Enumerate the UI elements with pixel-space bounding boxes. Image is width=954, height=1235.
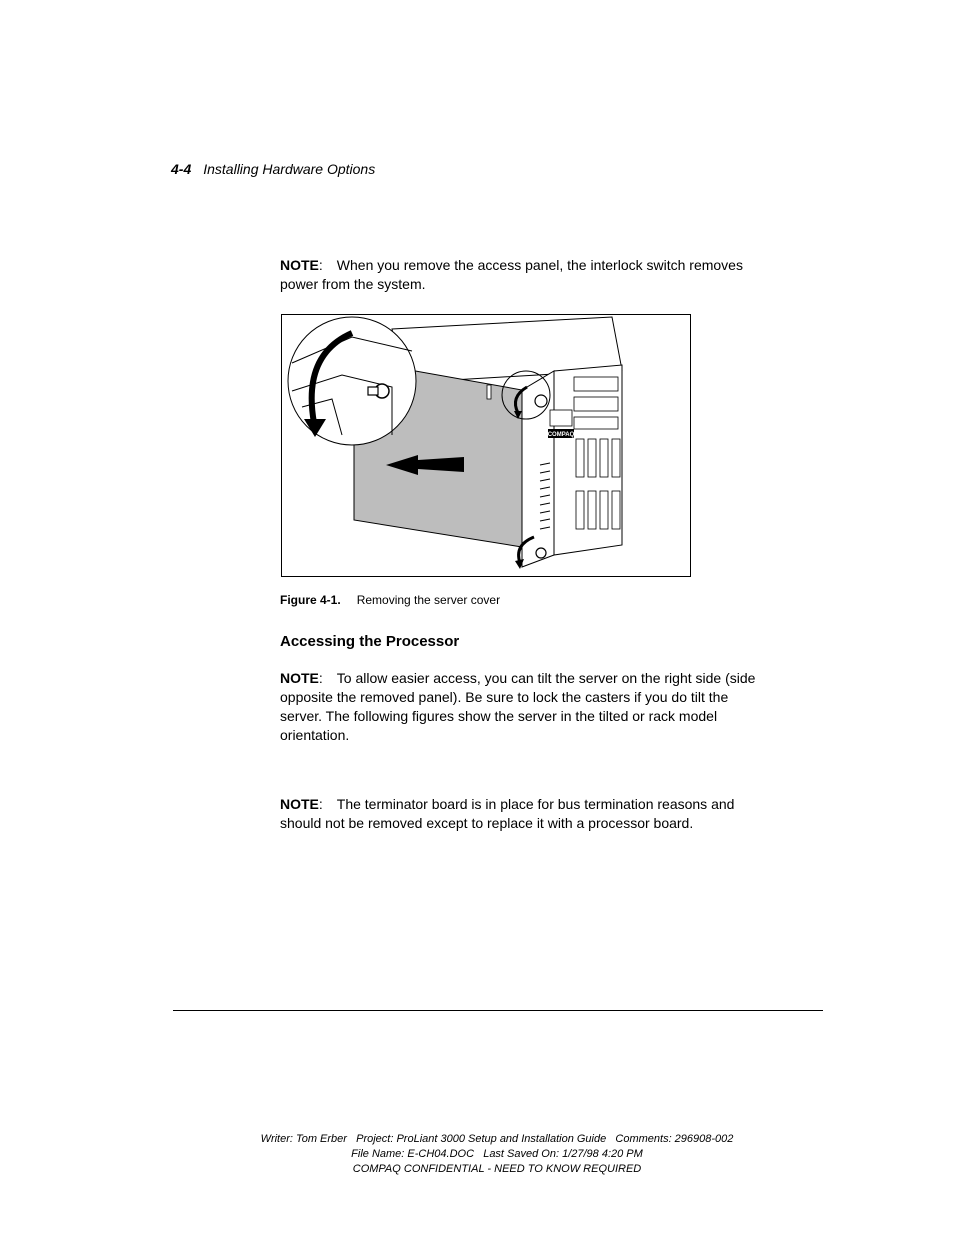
footer-line-3: COMPAQ CONFIDENTIAL - NEED TO KNOW REQUIRED [352,1163,642,1175]
compaq-logo [548,429,575,438]
footer-rule [173,1010,823,1011]
note-label: NOTE [280,796,319,812]
figure-caption-text: Removing the server cover [356,593,501,607]
section-heading: Accessing the Processor [280,633,460,650]
logo-text: COMPAQ [547,432,575,438]
note-label: NOTE [280,670,319,686]
note-interlock: NOTE: When you remove the access panel, the interlock switch removes power from the system. [280,257,743,292]
footer-line-1: Writer: Tom Erber Project: ProLiant 3000 Setup and Installation Guide Comments: 296908-002 [260,1133,734,1145]
chapter-title: Installing Hardware Options [203,161,376,177]
note-label: NOTE [280,257,319,273]
note-text: The terminator board is in place for bus termination reasons and should not be removed except to replace it with a processor board. [280,796,735,831]
page-number: 4-4 [171,161,192,177]
note-tilt: NOTE: To allow easier access, you can tilt the server on the right side (side opposite the removed panel). Be sure to lock the casters if you do tilt the server. The following figures show the server in the tilted or rack model orientation. [280,670,756,743]
figure-caption [280,593,500,607]
figure-label: Figure 4-1. [280,593,341,607]
server-illustration [282,315,690,576]
thumbscrew-lower-icon [536,548,546,558]
note-text: To allow easier access, you can tilt the server on the right side (side opposite the removed panel). Be sure to lock the casters if you do tilt the server. The following figures show the server in the tilted or rack model orientation. [280,670,756,743]
note-text: When you remove the access panel, the interlock switch removes power from the system. [280,257,743,292]
note-terminator: NOTE: The terminator board is in place for bus termination reasons and should not be removed except to replace it with a processor board. [280,796,735,831]
footer-line-2: File Name: E-CH04.DOC Last Saved On: 1/27/98 4:20 PM [351,1148,643,1160]
footer [170,1132,824,1177]
figure-server-cover [281,314,691,577]
page-header [171,161,375,177]
thumbscrew-upper-icon [535,395,547,407]
